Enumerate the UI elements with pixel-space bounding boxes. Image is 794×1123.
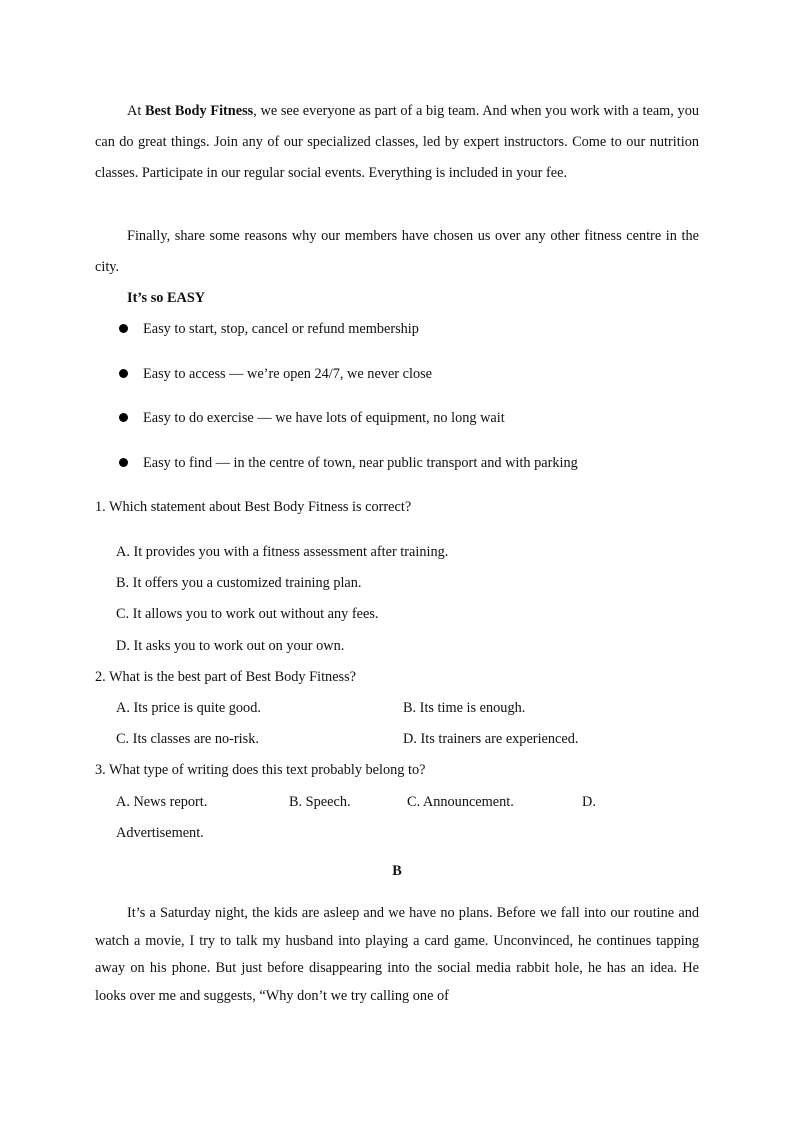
question-2-option-c[interactable]: C. Its classes are no-risk. [116, 731, 259, 747]
bullet-text: Easy to access — we’re open 24/7, we never close [143, 366, 433, 382]
bullet-dot-icon [119, 324, 128, 333]
question-1-stem: 1. Which statement about Best Body Fitness is correct? [95, 499, 412, 515]
bullet-text: Easy to do exercise — we have lots of equipment, no long wait [143, 410, 505, 426]
question-1-option-b[interactable]: B. It offers you a customized training plan. [116, 575, 362, 591]
bullet-item [119, 319, 679, 339]
bullet-dot-icon [119, 369, 128, 378]
bullet-dot-icon [119, 413, 128, 422]
bullet-item [119, 453, 679, 473]
question-1-option-d[interactable]: D. It asks you to work out on your own. [116, 638, 345, 654]
passage-b-paragraph-1 [95, 900, 699, 1011]
question-2-option-a[interactable]: A. Its price is quite good. [116, 700, 261, 716]
question-3-option-c[interactable]: C. Announcement. [407, 794, 514, 810]
paragraph-text: Finally, share some reasons why our members have chosen us over any other fitness centre in the city. [95, 228, 699, 276]
bullet-dot-icon [119, 458, 128, 467]
question-1-option-c[interactable]: C. It allows you to work out without any fees. [116, 606, 379, 622]
question-3-option-b[interactable]: B. Speech. [289, 794, 351, 810]
bullet-item [119, 408, 679, 428]
bullet-text: Easy to start, stop, cancel or refund membership [143, 321, 419, 337]
passage-a-paragraph-1 [95, 96, 699, 190]
bullet-text: Easy to find — in the centre of town, near public transport and with parking [143, 455, 578, 471]
question-2-stem: 2. What is the best part of Best Body Fitness? [95, 669, 357, 685]
section-b-label: B [392, 863, 402, 879]
passage-a-paragraph-2 [95, 221, 699, 283]
paragraph-lead: At [127, 103, 145, 119]
question-1-option-a[interactable]: A. It provides you with a fitness assessment after training. [116, 544, 449, 560]
question-3-option-a[interactable]: A. News report. [116, 794, 208, 810]
bullet-item [119, 364, 679, 384]
question-3-option-d[interactable]: D. [582, 794, 596, 810]
question-3-stem: 3. What type of writing does this text probably belong to? [95, 762, 426, 778]
paragraph-text: , we see everyone as part of a big team. And when you work with a team, you can do great things. Join any of our specialized classes, led by expert instructors. Come to our nutrition classes. Participate in our regular social events. Everything is included in your fee. [95, 103, 700, 182]
question-3-option-d-text[interactable]: Advertisement. [116, 825, 204, 841]
question-2-option-d[interactable]: D. Its trainers are experienced. [403, 731, 579, 747]
brand-name: Best Body Fitness [144, 103, 254, 119]
question-2-option-b[interactable]: B. Its time is enough. [403, 700, 526, 716]
section-heading: It’s so EASY [127, 290, 206, 306]
paragraph-text: It’s a Saturday night, the kids are asleep and we have no plans. Before we fall into our routine and watch a movie, I try to talk my husband into playing a card game. Unconvinced, he continues tapping away on his phone. But just before disappearing into the social media rabbit hole, he has an idea. He looks over me and suggests, “Why don’t we try calling one of [95, 905, 699, 1005]
